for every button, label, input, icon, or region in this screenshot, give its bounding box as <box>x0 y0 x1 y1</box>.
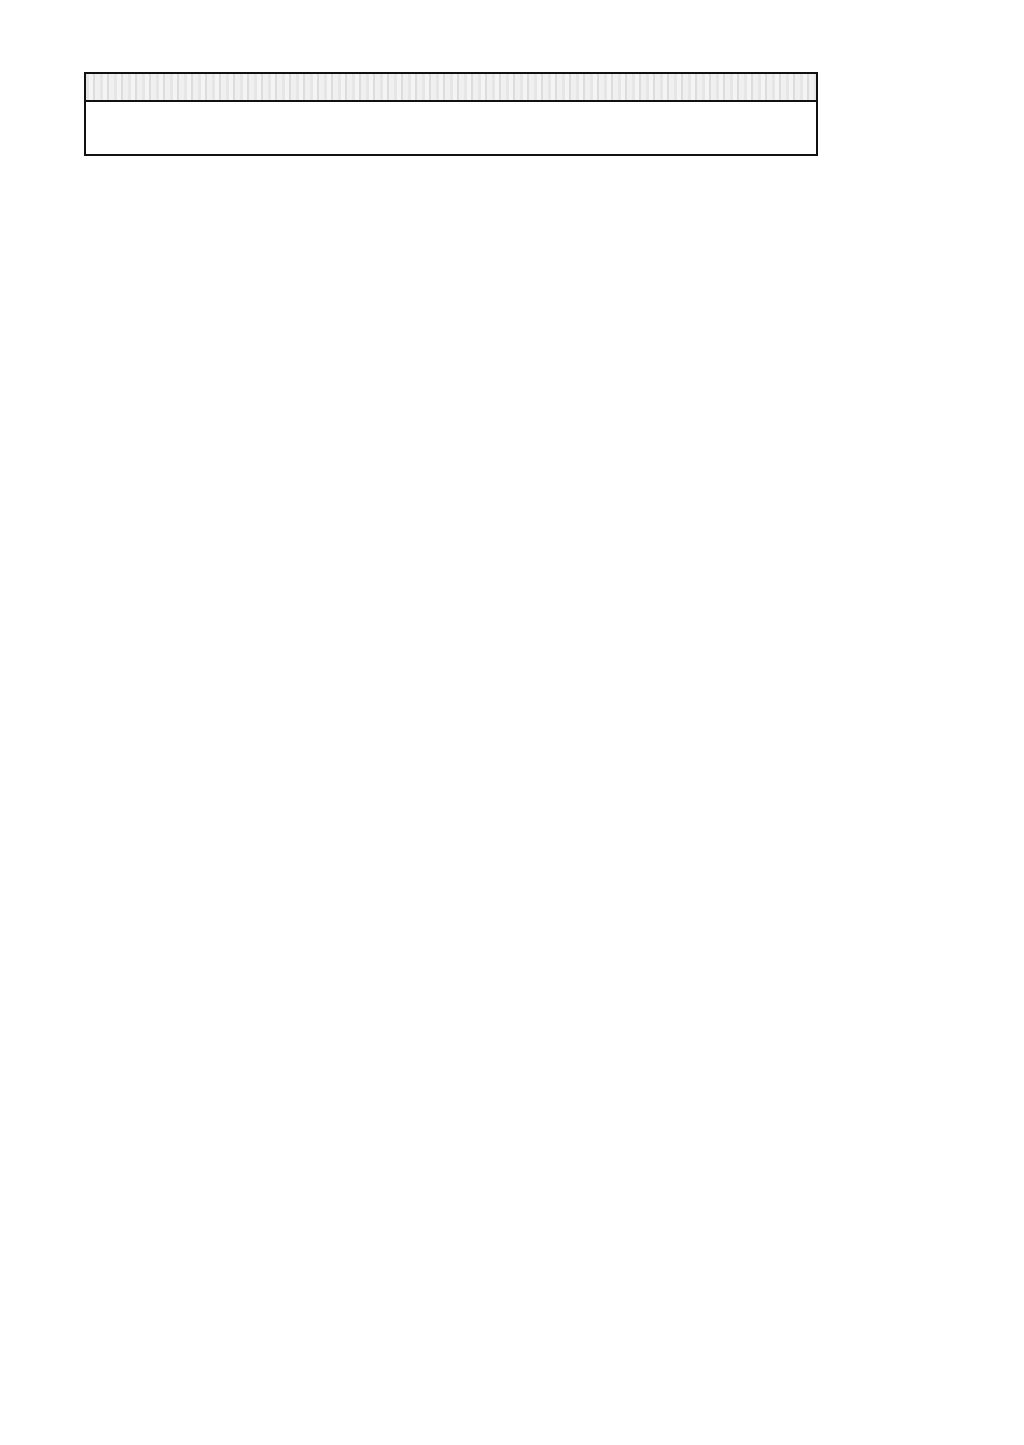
district-header-cell <box>85 101 817 155</box>
scan-band-cell <box>85 73 817 101</box>
scan-band <box>85 73 817 101</box>
section-divider <box>85 73 817 155</box>
street-table <box>84 72 818 156</box>
street-register-document <box>84 72 816 156</box>
district-header <box>85 101 817 155</box>
